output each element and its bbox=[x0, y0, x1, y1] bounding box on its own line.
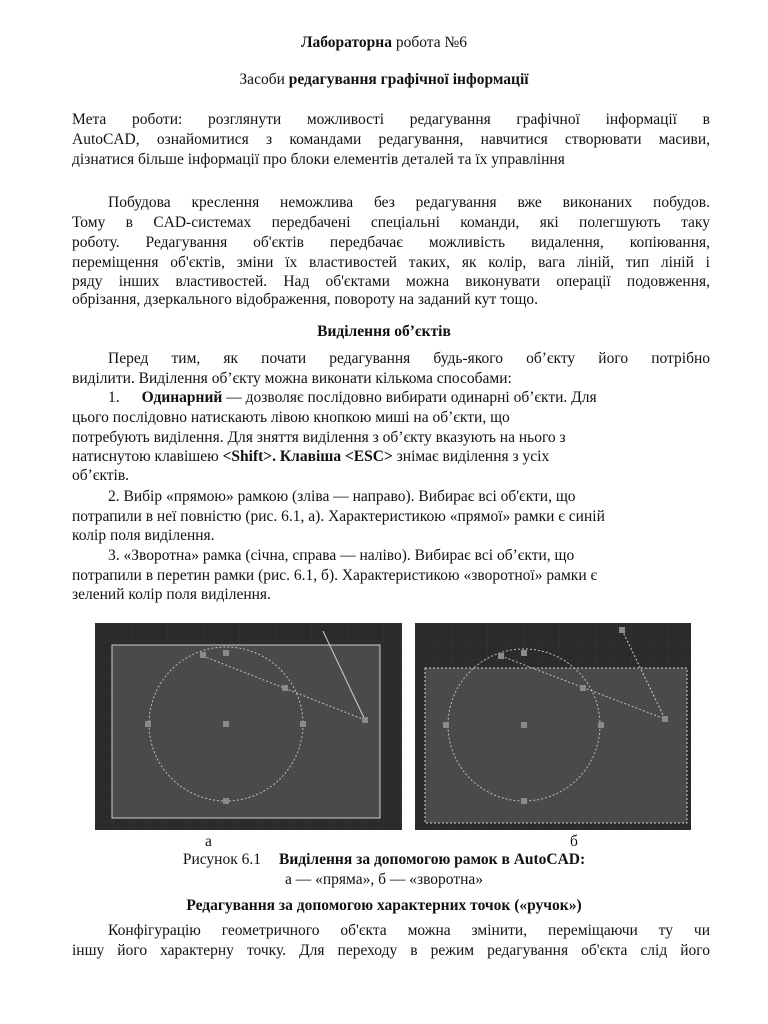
subtitle-bold: редагування графічної інформації bbox=[288, 71, 529, 88]
grip bbox=[362, 717, 368, 723]
figure-caption bbox=[0, 850, 768, 870]
lab-title-bold: Лабораторна bbox=[300, 34, 392, 51]
selection-window bbox=[112, 645, 380, 818]
item-text: натиснутою клавішею bbox=[72, 448, 223, 465]
figure-a-drawing bbox=[95, 623, 402, 830]
figure-a-viewport bbox=[95, 623, 402, 830]
list-item-1 bbox=[108, 388, 597, 408]
grip bbox=[223, 798, 229, 804]
grip bbox=[200, 652, 206, 658]
lab-title-rest: робота №6 bbox=[391, 34, 468, 51]
grip bbox=[619, 627, 625, 633]
caption-prefix: Рисунок 6.1 bbox=[182, 851, 261, 868]
caption-bold: Виділення за допомогою рамок в AutoCAD: bbox=[279, 851, 586, 868]
list-item-3-line: потрапили в перетин рамки (рис. 6.1, б). Характеристикою «зворотної» рамки є bbox=[72, 567, 598, 584]
figure-b-viewport bbox=[415, 623, 691, 830]
figure-label-b: б bbox=[570, 833, 578, 850]
item-text: знімає виділення з усіх bbox=[392, 448, 550, 465]
list-item-3-line: зелений колір поля виділення. bbox=[72, 586, 271, 603]
lab-title bbox=[0, 33, 768, 53]
list-item-2: 2. Вибір «прямою» рамкою (зліва — направо). Вибирає всі об'єкти, що bbox=[108, 488, 576, 505]
grip bbox=[443, 722, 449, 728]
grip bbox=[598, 722, 604, 728]
grip bbox=[145, 721, 151, 727]
list-item-2-line: колір поля виділення. bbox=[72, 527, 215, 544]
crossing-window bbox=[425, 668, 687, 823]
goal-line: дізнатися більше інформації про блоки елементів деталей та їх управління bbox=[72, 151, 565, 168]
item-number: 1. bbox=[108, 389, 120, 406]
grip bbox=[498, 653, 504, 659]
intro-line: ряду інших властивостей. Над об'єктами можна виконувати операції подовження, bbox=[72, 273, 710, 290]
grip bbox=[580, 685, 586, 691]
list-item-2-line: потрапили в неї повністю (рис. 6.1, а). Характеристикою «прямої» рамки є синій bbox=[72, 508, 605, 525]
figure-label-a: а bbox=[205, 833, 212, 850]
figure-caption-line2: а — «пряма», б — «зворотна» bbox=[284, 871, 484, 888]
list-item-3: 3. «Зворотна» рамка (січна, справа — наліво). Вибирає всі об’єкти, що bbox=[108, 547, 575, 564]
grip bbox=[521, 722, 527, 728]
esc-key: <ESC> bbox=[344, 448, 393, 465]
lab-subtitle bbox=[0, 70, 768, 90]
grip bbox=[223, 721, 229, 727]
goal-line: Мета роботи: розглянути можливості редагування графічної інформації в bbox=[72, 111, 710, 128]
section1-line: Перед тим, як почати редагування будь-якого об’єкту його потрібно bbox=[108, 350, 710, 367]
intro-line: роботу. Редагування об'єктів передбачає можливість видалення, копіювання, bbox=[72, 234, 710, 251]
section-heading: Редагування за допомогою характерних точок («ручок») bbox=[186, 897, 582, 914]
shift-key: <Shift> bbox=[222, 448, 273, 465]
intro-line: переміщення об'єктів, зміни їх властивостей таких, як колір, вага ліній, тип ліній і bbox=[72, 254, 710, 271]
grip bbox=[662, 716, 668, 722]
figure-b-drawing bbox=[415, 623, 691, 830]
list-item-1-line bbox=[72, 447, 549, 467]
grip bbox=[521, 798, 527, 804]
list-item-1-line: потребують виділення. Для зняття виділення з об’єкту вказують на нього з bbox=[72, 429, 566, 446]
section-heading: Виділення об’єктів bbox=[317, 323, 451, 340]
section2-line: іншу його характерну точку. Для переходу в режим редагування об'єкта слід його bbox=[72, 942, 710, 959]
grip bbox=[300, 721, 306, 727]
grip bbox=[282, 685, 288, 691]
list-item-1-line: цього послідовно натискають лівою кнопкою миші на об’єкти, що bbox=[72, 409, 510, 426]
item-bold-term: Одинарний bbox=[141, 389, 223, 406]
intro-line: Побудова креслення неможлива без редагування вже виконаних побудов. bbox=[108, 194, 710, 211]
list-item-1-line: об’єктів. bbox=[72, 467, 130, 484]
subtitle-plain: Засоби bbox=[239, 71, 289, 88]
item-text: — дозволяє послідовно вибирати одинарні об’єкти. Для bbox=[222, 389, 597, 406]
section2-line: Конфігурацію геометричного об'єкта можна змінити, переміщаючи ту чи bbox=[108, 922, 710, 939]
intro-line: обрізання, дзеркального відображення, повороту на заданий кут тощо. bbox=[72, 291, 539, 308]
grip bbox=[223, 650, 229, 656]
goal-line: AutoCAD, ознайомитися з командами редагування, навчитися створювати масиви, bbox=[72, 131, 710, 148]
section1-line: виділити. Виділення об’єкту можна виконати кількома способами: bbox=[72, 370, 512, 387]
intro-line: Тому в CAD-системах передбачені спеціальні команди, які полегшують таку bbox=[72, 214, 710, 231]
item-text: . Клавіша bbox=[272, 448, 345, 465]
grip bbox=[521, 650, 527, 656]
